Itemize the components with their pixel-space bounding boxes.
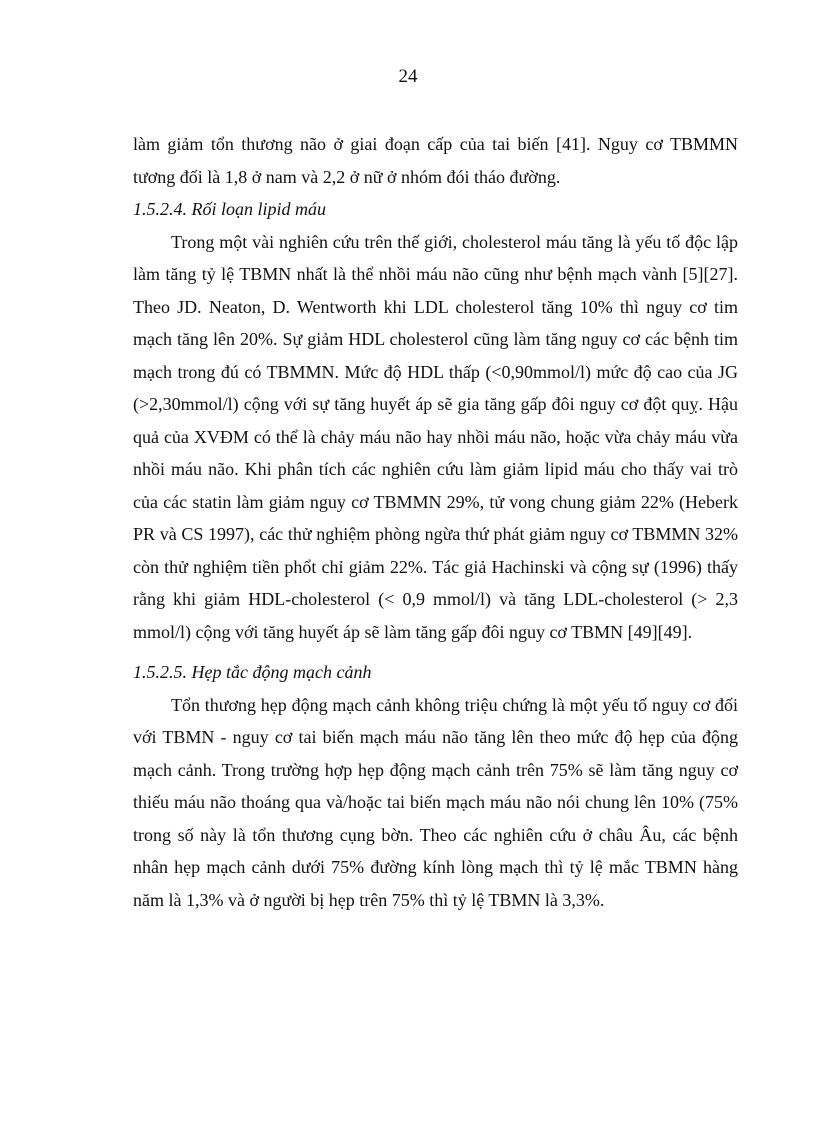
paragraph-continuation: làm giảm tổn thương não ở giai đoạn cấp của tai biến [41]. Nguy cơ TBMMN tương đối là 1,8 ở nam và 2,2 ở nữ ở nhóm đói tháo đường. (133, 134, 738, 187)
paragraph-carotid: Tổn thương hẹp động mạch cảnh không triệu chứng là một yếu tố nguy cơ đối với TBMN - nguy cơ tai biến mạch máu não tăng lên theo mức độ hẹp của động mạch cảnh. Trong trường hợp hẹp động mạch cảnh trên 75% sẽ làm tăng nguy cơ thiếu máu não thoáng qua và/hoặc tai biến mạch máu não nói chung lên 10% (75% trong số này là tổn thương cụng bờn. Theo các nghiên cứu ở châu Âu, các bệnh nhân hẹp mạch cảnh dưới 75% đường kính lòng mạch thì tỷ lệ mắc TBMN hàng năm là 1,3% và ở người bị hẹp trên 75% thì tỷ lệ TBMN là 3,3%. (133, 694, 738, 910)
paragraph-lipid: Trong một vài nghiên cứu trên thế giới, cholesterol máu tăng là yếu tố độc lập làm tăng tỷ lệ TBMN nhất là thể nhồi máu não cũng như bệnh mạch vành [5][27]. Theo JD. Neaton, D. Wentworth khi LDL cholesterol tăng 10% thì nguy cơ tim mạch tăng lên 20%. Sự giảm HDL cholesterol cũng làm tăng nguy cơ các bệnh tim mạch trong đú có TBMMN. Mức độ HDL thấp (<0,90mmol/l) mức độ cao của JG (>2,30mmol/l) cộng với sự tăng huyết áp sẽ gia tăng gấp đôi nguy cơ đột quỵ. Hậu quả của XVĐM có thể là chảy máu não hay nhồi máu não, hoặc vừa chảy máu vừa nhồi máu não. Khi phân tích các nghiên cứu làm giảm lipid máu cho thấy vai trò của các statin làm giảm nguy cơ TBMMN 29%, tử vong chung giảm 22% (Heberk PR và CS 1997), các thử nghiệm phòng ngừa thứ phát giảm nguy cơ TBMMN 32% còn thử nghiệm tiền phổt chỉ giảm 22%. Tác giả Hachinski và cộng sự (1996) thấy rằng khi giảm HDL-cholesterol (< 0,9 mmol/l) và tăng LDL-cholesterol (> 2,3 mmol/l) cộng với tăng huyết áp sẽ làm tăng gấp đôi nguy cơ TBMN [49][49]. (133, 231, 738, 642)
page-number: 24 (398, 66, 418, 87)
document-body (133, 128, 738, 916)
section-heading-lipid: 1.5.2.4. Rối loạn lipid máu (133, 199, 326, 219)
section-heading-carotid: 1.5.2.5. Hẹp tắc động mạch cảnh (133, 662, 372, 682)
